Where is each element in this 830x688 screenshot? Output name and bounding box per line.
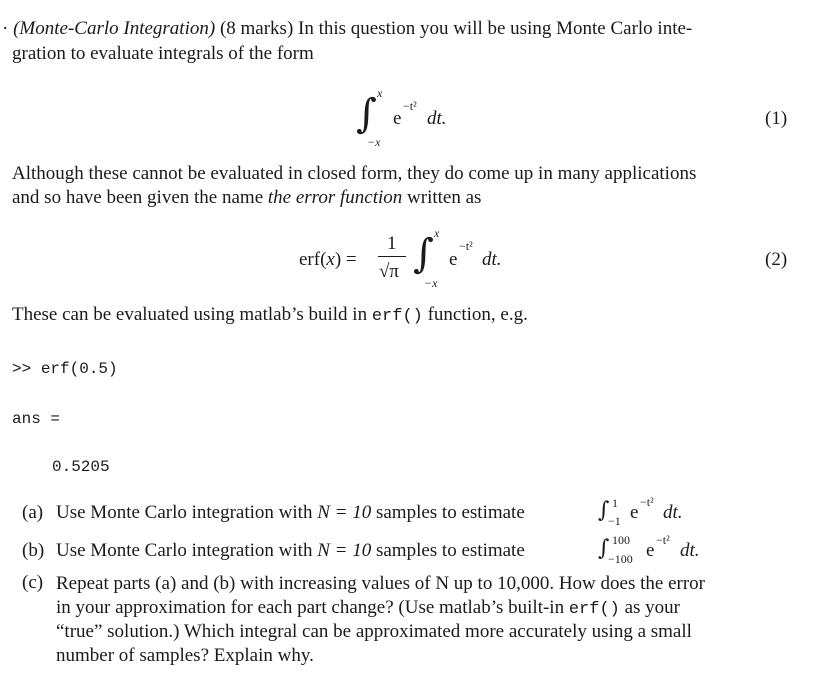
differential: dt. — [427, 108, 447, 129]
console-prompt: >> — [12, 360, 32, 378]
part-c-line-4: number of samples? Explain why. — [56, 645, 314, 666]
part-a-n: N = 10 — [317, 502, 372, 523]
question-marks: (8 marks) — [219, 18, 294, 39]
exp-base: e — [393, 108, 402, 129]
part-c-line-1: Repeat parts (a) and (b) with increasing values of N up to 10,000. How does the error — [56, 573, 705, 594]
upper-limit-2: x — [434, 226, 440, 240]
integral-sign-2: ∫ — [413, 231, 434, 277]
part-a-exponent: −t² — [640, 495, 654, 509]
part-b-text-1: Use Monte Carlo integration with — [56, 540, 313, 561]
part-b-text — [56, 540, 525, 562]
para3-text-pre: These can be evaluated using matlab’s build in — [12, 304, 368, 325]
fraction-bar — [378, 256, 406, 257]
exp-base-2: e — [449, 249, 458, 270]
equation-number-1: (1) — [765, 108, 788, 129]
part-a-label: (a) — [22, 502, 44, 523]
question-title: (Monte-Carlo Integration) — [13, 18, 216, 39]
lower-limit-2: −x — [424, 276, 438, 290]
part-c-line-3: “true” solution.) Which integral can be approximated more accurately using a small — [56, 621, 692, 642]
para3-text-post: function, e.g. — [427, 304, 528, 325]
part-c-line-2-pre: in your approximation for each part change? (Use matlab’s built-in — [56, 597, 565, 618]
part-b-integral-sign: ∫ — [598, 536, 610, 561]
equation-number-2: (2) — [765, 249, 788, 270]
para2-line-1: Although these cannot be evaluated in closed form, they do come up in many applications — [12, 163, 697, 184]
part-c-line-2-post: as your — [624, 597, 681, 618]
bullet: · — [2, 18, 9, 39]
lower-limit: −x — [367, 135, 381, 149]
intro-line-2: gration to evaluate integrals of the form — [12, 43, 314, 64]
part-a-lower: −1 — [608, 514, 621, 528]
console-ans-label: ans = — [12, 410, 61, 428]
differential-2: dt. — [482, 249, 502, 270]
part-a-text-2: samples to estimate — [375, 502, 525, 523]
fraction-denominator: √π — [379, 261, 400, 282]
part-b-upper: 100 — [612, 533, 630, 547]
part-b-n: N = 10 — [317, 540, 372, 561]
part-a-exp-base: e — [630, 502, 639, 523]
fraction-numerator: 1 — [387, 233, 397, 254]
part-b-exp-base: e — [646, 540, 655, 561]
exponent: −t² — [403, 99, 417, 113]
para2-line-2 — [12, 185, 481, 210]
part-a-text — [56, 502, 525, 524]
part-b-label: (b) — [22, 540, 45, 561]
part-c-code: erf() — [568, 600, 620, 619]
part-a-differential: dt. — [663, 502, 683, 523]
integral-sign: ∫ — [356, 91, 377, 137]
exponent-2: −t² — [459, 239, 473, 253]
para3 — [12, 302, 528, 329]
part-b-lower: −100 — [608, 552, 633, 566]
part-b-exponent: −t² — [656, 533, 670, 547]
part-c-line-2 — [56, 596, 680, 622]
part-b-text-2: samples to estimate — [375, 540, 525, 561]
para2-text-post: written as — [407, 187, 482, 208]
intro-text-1: In this question you will be using Monte Carlo inte- — [298, 18, 693, 39]
para2-text-pre: and so have been given the name — [12, 187, 264, 208]
erf-lhs: erf(x) = — [299, 249, 357, 270]
part-a-text-1: Use Monte Carlo integration with — [56, 502, 313, 523]
part-a-upper: 1 — [612, 496, 618, 510]
para3-code: erf() — [371, 307, 423, 326]
upper-limit: x — [377, 86, 383, 100]
intro-line-1 — [2, 16, 692, 41]
console-command-line — [12, 360, 118, 378]
para2-italic-term: the error function — [267, 187, 403, 208]
part-b-differential: dt. — [680, 540, 700, 561]
part-a-integral-sign: ∫ — [598, 498, 610, 523]
console-command: erf(0.5) — [40, 360, 118, 378]
part-c-label: (c) — [22, 572, 44, 593]
console-ans-value: 0.5205 — [52, 458, 110, 476]
